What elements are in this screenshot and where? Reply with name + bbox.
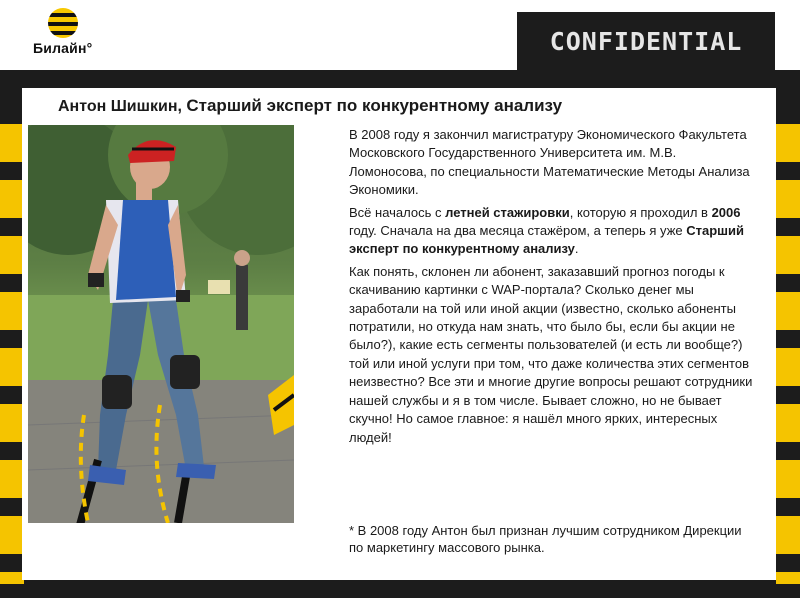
logo-text: Билайн° bbox=[33, 40, 93, 56]
bio-paragraph-work: Как понять, склонен ли абонент, заказавший прогноз погоды к скачиванию картинки с WAP-портала? Сколько денег мы заработали на той или иной акции (известно, сколько абоненты потратили, но откуда нам знать, что было бы, если бы акции не было?), какие есть сегменты пользователей (и есть ли вообще?) той или иной услуги при том, что даже количества этих сегментов неизвестно? Все эти и многие другие вопросы решают сотрудники нашей службы и я в том числе. Бывает сложно, но не бывает скучно! Но самое главное: я нашёл много ярких, интересных людей! bbox=[349, 263, 753, 445]
bio-paragraph-education: В 2008 году я закончил магистратуру Экономического Факультета Московского Государственного Университета им. М.В. Ломоносова, по специальности Математические Методы Анализа Экономики. bbox=[349, 127, 750, 198]
text-fragment: году. Сначала на два месяца стажёром, а теперь я уже bbox=[349, 223, 687, 239]
right-stripes-decoration bbox=[776, 124, 800, 584]
profile-photo bbox=[28, 125, 294, 523]
confidential-tab bbox=[517, 12, 775, 70]
title-separator: , bbox=[177, 98, 187, 115]
bio-text bbox=[349, 126, 754, 451]
text-fragment: Всё началось с bbox=[349, 204, 446, 220]
content-card bbox=[22, 88, 776, 580]
bio-paragraph-career bbox=[349, 204, 754, 259]
highlight-internship: летней стажировки bbox=[445, 204, 570, 220]
left-stripes-decoration bbox=[0, 124, 24, 584]
highlight-role: Старший эксперт по конкурентному анализу bbox=[349, 223, 744, 257]
beeline-logo-icon bbox=[48, 8, 78, 38]
person-name: Антон Шишкин bbox=[58, 98, 178, 115]
photo-illustration bbox=[28, 125, 294, 523]
beeline-logo bbox=[30, 6, 110, 56]
page-title bbox=[58, 96, 562, 116]
highlight-year: 2006 bbox=[711, 204, 741, 220]
award-footnote: * В 2008 году Антон был признан лучшим сотрудником Дирекции по маркетингу массового рынка. bbox=[349, 523, 742, 555]
confidential-label: CONFIDENTIAL bbox=[549, 26, 743, 56]
text-fragment: , которую я проходил в bbox=[569, 204, 712, 220]
text-fragment: . bbox=[574, 241, 579, 257]
person-role: Старший эксперт по конкурентному анализу bbox=[186, 96, 563, 115]
